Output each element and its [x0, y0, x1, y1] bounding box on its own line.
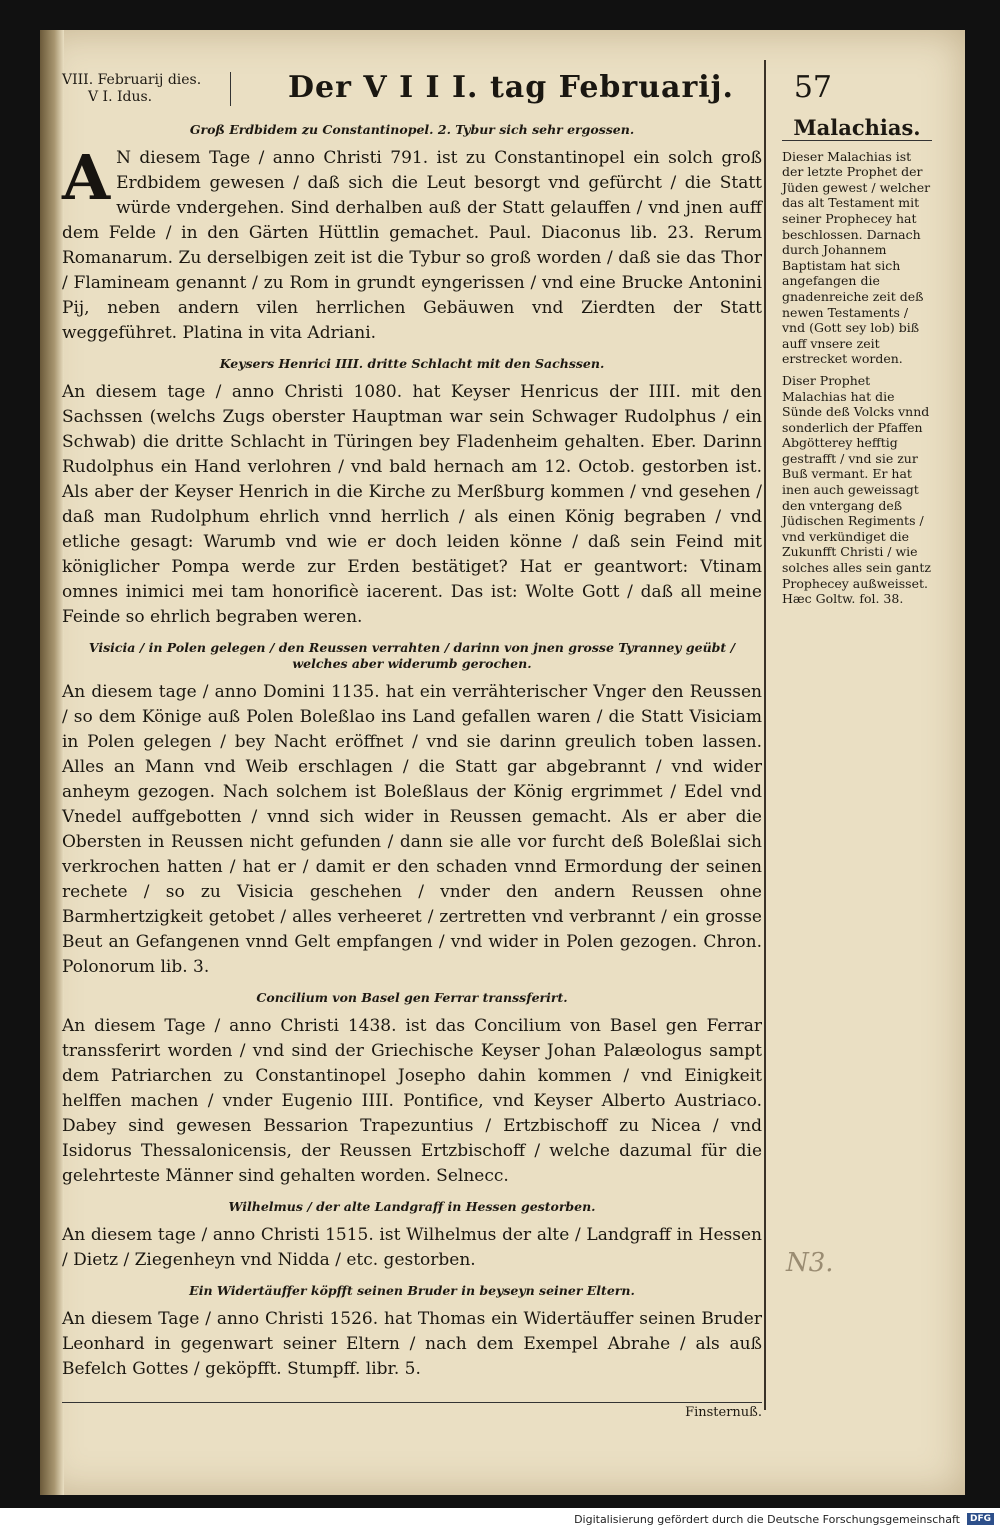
section-heading: Groß Erdbidem zu Constantinopel. 2. Tybur sich sehr ergossen. — [189, 122, 635, 137]
section-body: An diesem tage / anno Christi 1515. ist Wilhelmus der alte / Landgraff in Hessen / Dietz / Ziegenheyn vnd Nidda / etc. gestorben. — [62, 1225, 762, 1270]
date-line-2: V I. Idus. — [88, 89, 153, 105]
section-heading: Keysers Henrici IIII. dritte Schlacht mit den Sachssen. — [219, 356, 605, 371]
section-anabaptist — [62, 1283, 762, 1382]
date-box — [62, 72, 231, 106]
page-number: 57 — [793, 70, 832, 105]
margin-note-title: Malachias. — [782, 120, 932, 141]
margin-note — [782, 115, 932, 613]
page-spine — [40, 30, 64, 1495]
margin-note-para-2: Diser Prophet Malachias hat die Sünde deß Volcks vnnd sonderlich der Pfaffen Abgötterey hefftig gestrafft / vnd sie zur Buß vermant. Er hat inen auch geweissagt den vntergang deß Jüdischen Regiments / vnd verkündiget die Zukunfft Christi / wie solches alles sein gantz Prophecey außweisset. Hæc Goltw. fol. 38. — [782, 372, 931, 607]
section-wilhelm — [62, 1199, 762, 1273]
section-visicia — [62, 640, 762, 980]
section-body: An diesem tage / anno Domini 1135. hat ein verrähterischer Vnger den Reussen / so dem Könige auß Polen Boleßlao ins Land gefallen waren / die Statt Visiciam in Polen gelegen / bey Nacht eröffnet / vnd sie darinn greulich toben lassen. Alles an Mann vnd Weib erschlagen / die Statt gar abgebrannt / vnd wider anheym gezogen. Nach solchem ist Boleßlaus der König ergrimmet / Edel vnd Vnedel auffgebotten / vnnd sich wider in Reussen gemacht. Als er aber die Obersten in Reussen nicht gefunden / dann sie alle vor furcht deß Boleßlai sich verkrochen hatten / hat er / damit er den schaden vnnd Ermordung der seinen rechete / so zu Visicia geschehen / vnder den andern Reussen ohne Barmhertzigkeit getobet / alles verheeret / zertretten vnd verbrannt / ein grosse Beut an Gefangenen vnnd Gelt empfangen / vnd wider in Polen gezogen. Chron. Polonorum lib. 3. — [62, 682, 762, 977]
section-body: An diesem Tage / anno Christi 1526. hat Thomas ein Widertäuffer seinen Bruder Leonhard in gegenwart seiner Eltern / nach dem Exempel Abrahe / als auß Befelch Gottes / geköpfft. Stumpff. libr. 5. — [62, 1309, 762, 1379]
section-body: An diesem tage / anno Christi 1080. hat Keyser Henricus der IIII. mit den Sachssen (welchs Zugs oberster Hauptman war sein Schwager Rudolphus / ein Schwab) die dritte Schlacht in Türingen bey Fladenheim gehalten. Eber. Darinn Rudolphus ein Hand verlohren / vnd bald hernach am 12. Octob. gestorben ist. Als aber der Keyser Henrich in die Kirche zu Merßburg kommen / vnd gesehen / daß man Rudolphum ehrlich vnnd herrlich / als einen König begraben / vnd etliche gesagt: Warumb vnd wie er doch leiden könne / daß sein Feind mit königlicher Pompa werde zur Erden bestätiget? Hat er geantwort: Vtinam omnes inimici mei tam honorificè iacerent. Das ist: Wolte Gott / daß all meine Feinde so ehrlich begraben weren. — [62, 382, 762, 627]
dfg-logo: DFG — [967, 1513, 994, 1525]
section-council — [62, 990, 762, 1189]
section-heading: Concilium von Basel gen Ferrar transsferirt. — [256, 990, 568, 1005]
section-henry-battle — [62, 356, 762, 630]
drop-cap: A — [62, 141, 111, 214]
page-header — [62, 70, 922, 114]
section-heading: Ein Widertäuffer köpfft seinen Bruder in beyseyn seiner Eltern. — [189, 1283, 635, 1298]
footer-bar — [0, 1508, 1000, 1533]
column-divider — [764, 60, 766, 1410]
catchword: Finsternuß. — [62, 1402, 762, 1420]
running-title: Der V I I I. tag Februarij. — [288, 70, 734, 105]
main-column — [62, 122, 762, 1412]
date-line-1: VIII. Februarij dies. — [62, 72, 202, 88]
section-earthquake — [62, 122, 762, 346]
section-body: An diesem Tage / anno Christi 1438. ist das Concilium von Basel gen Ferrar transsferirt worden / vnd sind der Griechische Keyser Johan Palæologus sampt dem Patriarchen zu Constantinopel Josepho dahin kommen / vnd Einigkeit helffen machen / vnder Eugenio IIII. Pontifice, vnd Keyser Alberto Austriaco. Dabey sind gewesen Bessarion Trapezuntius / Ertzbischoff zu Nicea / vnd Isidorus Thessalonicensis, der Reussen Ertzbischoff / welche dazumal für die gelehrteste Männer sind gehalten worden. Selnecc. — [62, 1016, 762, 1186]
section-heading: Wilhelmus / der alte Landgraff in Hessen gestorben. — [228, 1199, 596, 1214]
footer-credit: Digitalisierung gefördert durch die Deutsche Forschungsgemeinschaft — [574, 1513, 960, 1526]
margin-note-para-1: Dieser Malachias ist der letzte Prophet der Jüden gewest / welcher das alt Testament mit seiner Prophecey hat beschlossen. Darnach durch Johannem Baptistam hat sich angefangen die gnadenreiche zeit deß newen Testaments / vnd (Gott sey lob) biß auff vnsere zeit erstrecket worden. — [782, 148, 931, 367]
handwritten-mark: N3. — [786, 1248, 834, 1278]
section-body — [62, 141, 762, 346]
section-text: N diesem Tage / anno Christi 791. ist zu Constantinopel ein solch groß Erdbidem gewesen / daß sich die Leut besorgt vnd gefürcht / die Statt würde vndergehen. Sind derhalben auß der Statt gelauffen / vnd jnen auff dem Felde / in den Gärten Hüttlin gemachet. Paul. Diaconus lib. 23. Rerum Romanarum. Zu derselbigen zeit ist die Tybur so groß worden / daß sie das Thor / Flamineam genannt / zu Rom in grundt eyngerissen / vnd eine Brucke Antonini Pij, neben andern vilen herrlichen Gebäuwen vnd Zierdten der Statt weggeführet. Platina in vita Adriani. — [62, 148, 762, 343]
section-heading: Visicia / in Polen gelegen / den Reussen verrahten / darinn von jnen grosse Tyranney geübt / welches aber widerumb gerochen. — [88, 640, 736, 671]
